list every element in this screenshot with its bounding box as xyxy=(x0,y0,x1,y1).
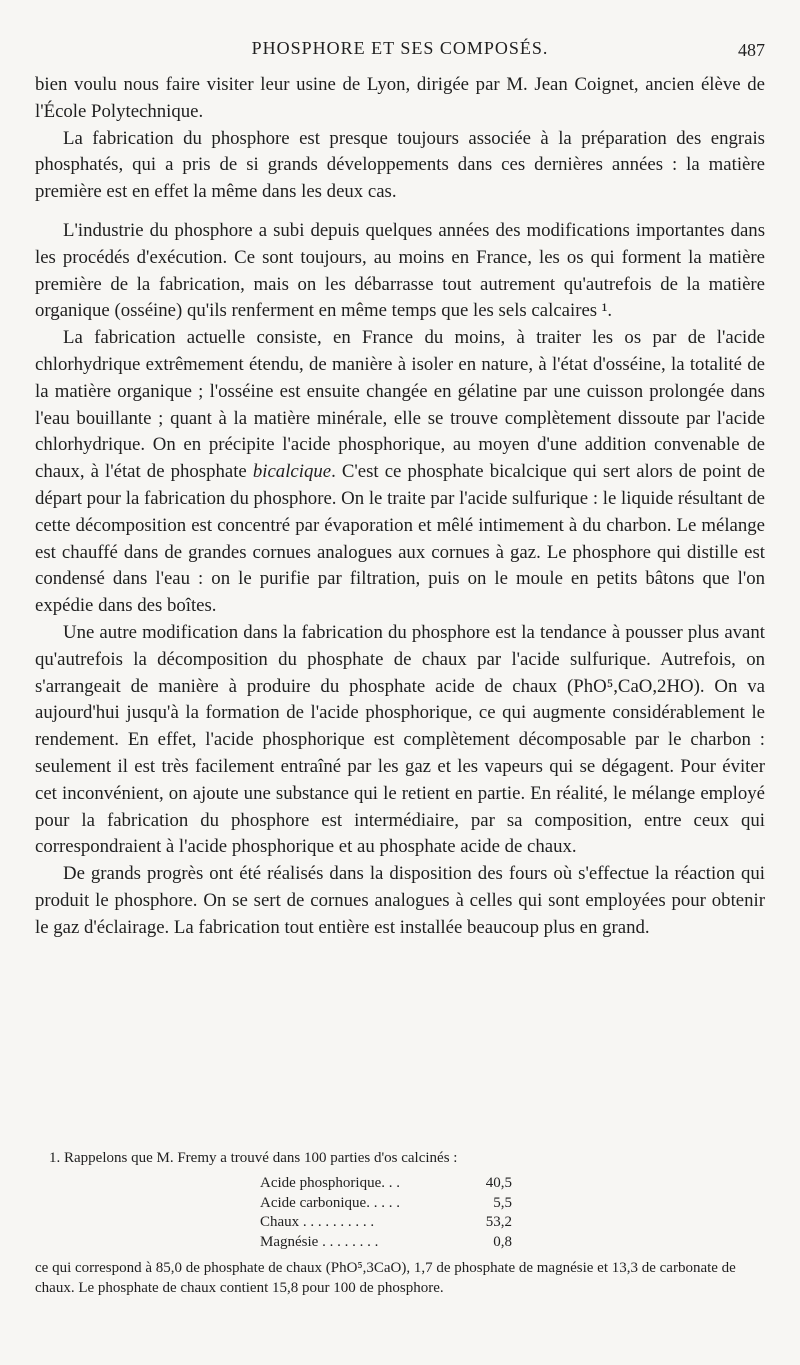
running-header xyxy=(0,38,800,68)
table-row xyxy=(260,1233,512,1253)
paragraph: Une autre modification dans la fabrication du phosphore est la tendance à pousser plus avant qu'autrefois la décomposition du phosphate de chaux par l'acide sulfurique. Autrefois, on s'arrangeait de manière à produire du phosphate acide de chaux (PhO⁵,CaO,2HO). On va aujourd'hui jusqu'à la formation de l'acide phosphorique, ce qui augmente considérablement le rendement. En effet, l'acide phosphorique est complètement décomposable par le charbon : seulement il est très facilement entraîné par les gaz et les vapeurs qui se dégagent. Pour éviter cet inconvénient, on ajoute une substance qui le retient en partie. En réalité, le mélange employé pour la fabrication du phosphore est intermédiaire, par sa composition, entre ceux qui correspondraient à l'acide phosphorique et au phosphate acide de chaux. xyxy=(35,621,765,858)
paragraph: De grands progrès ont été réalisés dans la disposition des fours où s'effectue la réaction qui produit le phosphore. On se sert de cornues analogues à celles qui sont employées pour obtenir le gaz d'éclairage. La fabrication tout entière est installée beaucoup plus en grand. xyxy=(35,863,765,938)
italic-term: bicalcique xyxy=(252,461,332,483)
table-row xyxy=(260,1213,512,1233)
running-title: PHOSPHORE ET SES COMPOSÉS. xyxy=(251,38,549,58)
paragraph-text: La fabrication actuelle consiste, en France du moins, à traiter les os par de l'acide chlorhydrique extrêmement étendu, de manière à isoler en nature, à l'état d'osséine, la totalité de la matière organique ; l'osséine est ensuite changée en gélatine par une cuisson prolongée dans l'eau bouillante ; quant à la matière minérale, elle se trouve complètement dissoute par l'acide chlorhydrique. On en précipite l'acide phosphorique, au moyen d'une addition convenable de chaux, à l'état de phosphate xyxy=(35,327,765,483)
footnote-conclusion: ce qui correspond à 85,0 de phosphate de chaux (PhO⁵,3CaO), 1,7 de phosphate de magnésie et 13,3 de carbonate de chaux. Le phosphate de chaux contient 15,8 pour 100 de phosphore. xyxy=(35,1260,736,1296)
table-row xyxy=(260,1174,512,1194)
paragraph: La fabrication du phosphore est presque toujours associée à la préparation des engrais phosphatés, qui a pris de si grands développements dans ces dernières années : la matière première est en effet la même dans les deux cas. xyxy=(35,127,765,203)
table-value: 5,5 xyxy=(493,1194,512,1211)
table-value: 53,2 xyxy=(485,1214,512,1230)
table-label: Chaux . . . . . . . . . . xyxy=(260,1214,375,1230)
paragraph: L'industrie du phosphore a subi depuis quelques années des modifications importantes dans les procédés d'exécution. Ce sont toujours, au moins en France, les os qui forment la matière première de la fabrication, mais on les débarrasse tout autrement qu'autrefois de la matière organique (osséine) qu'ils renferment en même temps que les sels calcaires ¹. xyxy=(35,219,765,322)
paragraph-text: . C'est ce phosphate bicalcique qui sert alors de point de départ pour la fabrication du phosphore. On le traite par l'acide sulfurique : le liquide résultant de cette décomposition est concentré par évaporation et mêlé intimement à du charbon. Le mélange est chauffé dans de grandes cornues analogues aux cornues à gaz. Le phosphore qui distille est condensé dans l'eau : on le purifie par filtration, puis on le moule en petits bâtons que l'on expédie dans des boîtes. xyxy=(35,461,765,617)
table-label: Acide carbonique. . . . . xyxy=(260,1194,400,1211)
table-label: Acide phosphorique. . . xyxy=(260,1175,400,1191)
footnote xyxy=(35,1148,765,1298)
table-row xyxy=(260,1194,512,1214)
table-value: 40,5 xyxy=(485,1175,512,1191)
table-label: Magnésie . . . . . . . . xyxy=(260,1233,379,1250)
footnote-intro: 1. Rappelons que M. Fremy a trouvé dans 100 parties d'os calcinés : xyxy=(49,1150,458,1166)
paragraph-continued: bien voulu nous faire visiter leur usine de Lyon, dirigée par M. Jean Coignet, ancien élève de l'École Polytechnique. xyxy=(35,74,765,122)
page-number: 487 xyxy=(738,40,765,60)
table-value: 0,8 xyxy=(493,1233,512,1250)
paragraph xyxy=(35,325,765,620)
body-text xyxy=(35,72,765,942)
composition-table xyxy=(260,1174,512,1252)
